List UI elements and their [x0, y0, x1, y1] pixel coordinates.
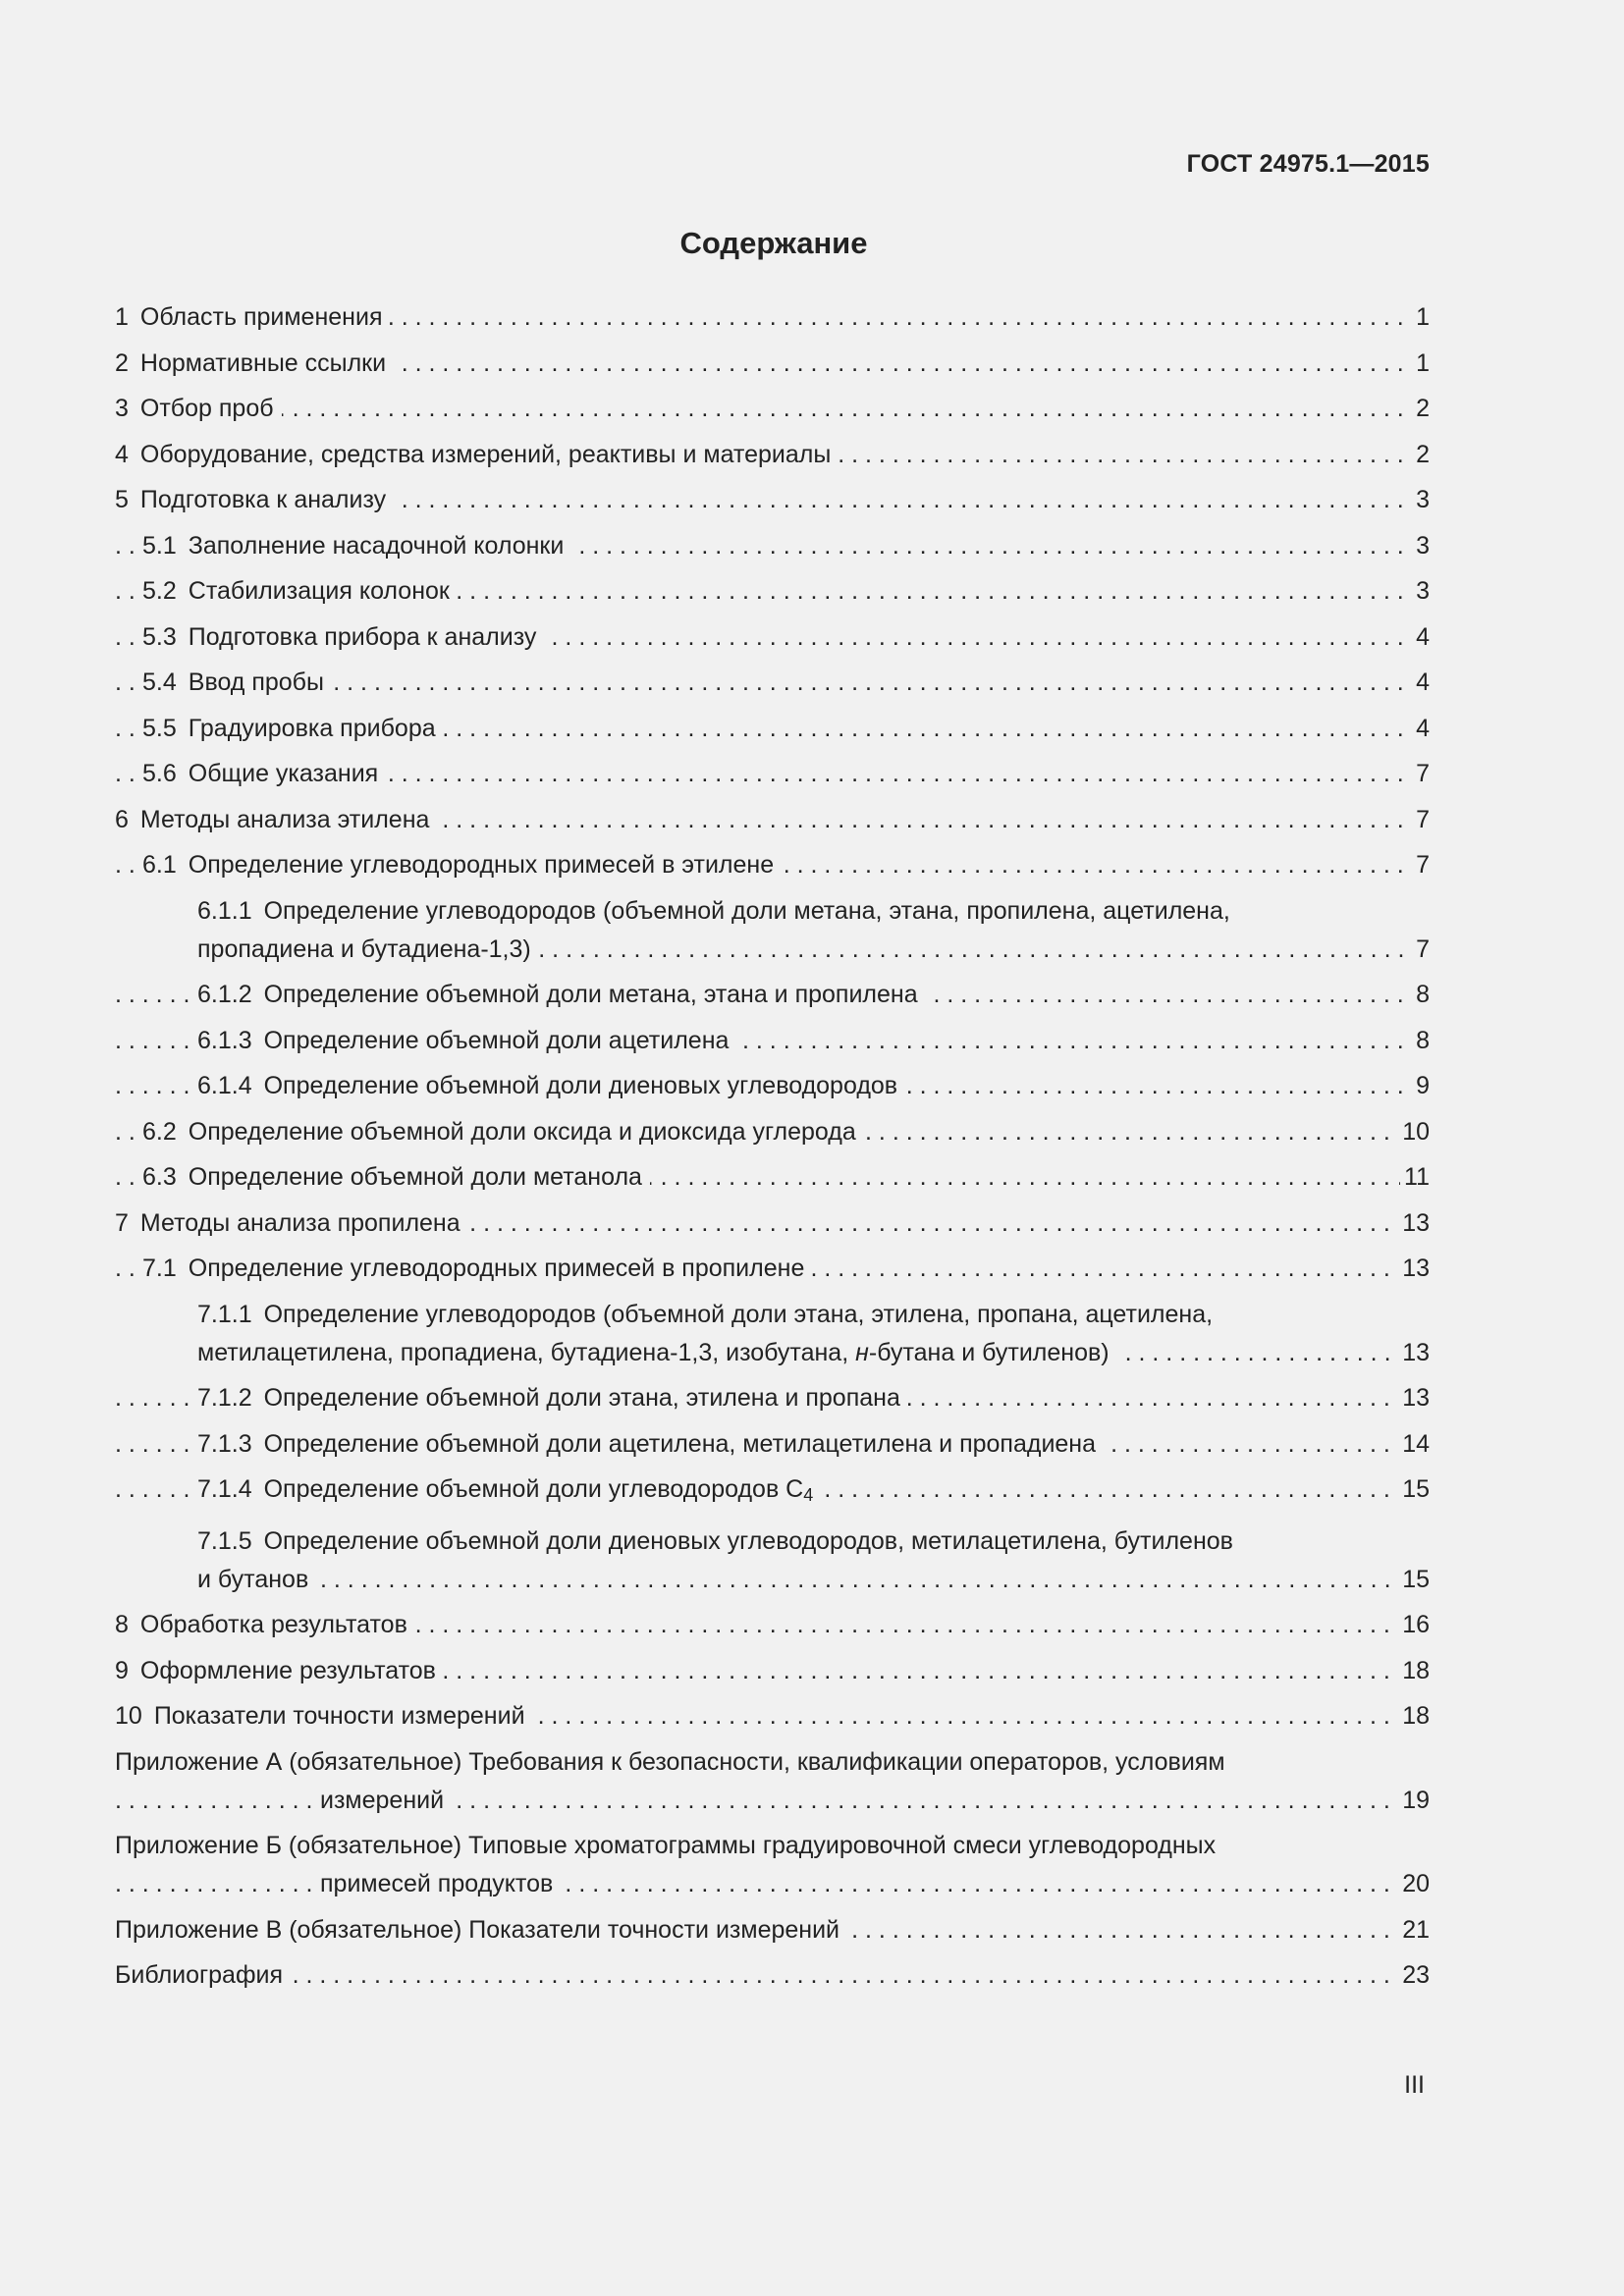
- toc-entry-7-1-2[interactable]: 7.1.2 Определение объемной доли этана, этилена и пропана 13 . . .: [115, 1379, 1430, 1417]
- toc-entry-6-3[interactable]: 6.3 Определение объемной доли метанола 11 . . .: [115, 1158, 1430, 1197]
- toc-entry-6-1[interactable]: 6.1 Определение углеводородных примесей в этилене 7 . . .: [115, 846, 1430, 884]
- toc-entry-7-1-1[interactable]: [115, 1296, 1430, 1372]
- document-code: ГОСТ 24975.1—2015: [1186, 150, 1430, 178]
- page-number: III: [1404, 2071, 1425, 2099]
- toc-entry-7-1-3[interactable]: 7.1.3 Определение объемной доли ацетилена, метилацетилена и пропадиена 14 . . .: [115, 1425, 1430, 1464]
- toc-entry-first-line: 6.1.1 Определение углеводородов (объемной доли метана, этана, пропилена, ацетилена,: [197, 896, 1230, 925]
- toc-entry-6[interactable]: 6 Методы анализа этилена 7 . . .: [115, 801, 1430, 839]
- toc-entry-first-line: Приложение А (обязательное) Требования к безопасности, квалификации операторов, условиям: [115, 1747, 1225, 1776]
- toc-entry-5-4[interactable]: 5.4 Ввод пробы 4 . . .: [115, 664, 1430, 702]
- toc-entry-appendix-a[interactable]: [115, 1743, 1430, 1820]
- toc-entry-7[interactable]: 7 Методы анализа пропилена 13 . . .: [115, 1204, 1430, 1243]
- toc-entry-6-1-1[interactable]: [115, 892, 1430, 969]
- toc-entry-5-5[interactable]: 5.5 Градуировка прибора 4 . . .: [115, 710, 1430, 748]
- toc-entry-continuation: и бутанов 15 . . .: [197, 1561, 1430, 1599]
- toc-entry-1[interactable]: 1 Область применения 1 . . .: [115, 298, 1430, 337]
- toc-entry-5[interactable]: 5 Подготовка к анализу 3 . . .: [115, 481, 1430, 519]
- toc-entry-appendix-b[interactable]: [115, 1827, 1430, 1903]
- toc-entry-10[interactable]: 10 Показатели точности измерений 18 . . .: [115, 1697, 1430, 1735]
- toc-entry-continuation: примесей продуктов 20 . . .: [115, 1865, 1430, 1903]
- toc-entry-appendix-v[interactable]: Приложение В (обязательное) Показатели точности измерений 21 . . .: [115, 1911, 1430, 1949]
- table-of-contents: [115, 298, 1430, 2002]
- toc-entry-first-line: 7.1.1 Определение углеводородов (объемной доли этана, этилена, пропана, ацетилена,: [197, 1300, 1214, 1328]
- toc-entry-8[interactable]: 8 Обработка результатов 16 . . .: [115, 1606, 1430, 1644]
- toc-entry-5-3[interactable]: 5.3 Подготовка прибора к анализу 4 . . .: [115, 618, 1430, 657]
- toc-entry-5-6[interactable]: 5.6 Общие указания 7 . . .: [115, 755, 1430, 793]
- toc-entry-6-1-3[interactable]: 6.1.3 Определение объемной доли ацетилена 8 . . .: [115, 1022, 1430, 1060]
- toc-entry-continuation: пропадиена и бутадиена-1,3) 7 . . .: [197, 931, 1430, 969]
- toc-entry-7-1[interactable]: 7.1 Определение углеводородных примесей в пропилене 13 . . .: [115, 1250, 1430, 1288]
- toc-entry-2[interactable]: 2 Нормативные ссылки 1 . . .: [115, 345, 1430, 383]
- toc-entry-first-line: Приложение Б (обязательное) Типовые хроматограммы градуировочной смеси углеводородных: [115, 1832, 1217, 1859]
- toc-entry-5-1[interactable]: 5.1 Заполнение насадочной колонки 3 . . .: [115, 527, 1430, 565]
- page-title: Содержание: [679, 226, 868, 260]
- toc-entry-9[interactable]: 9 Оформление результатов 18 . . .: [115, 1652, 1430, 1690]
- toc-entry-7-1-4[interactable]: 7.1.4 Определение объемной доли углеводородов $C_4$ 15 . . .: [115, 1470, 1430, 1515]
- toc-entry-5-2[interactable]: 5.2 Стабилизация колонок 3 . . .: [115, 572, 1430, 611]
- toc-entry-continuation: измерений 19 . . .: [115, 1782, 1430, 1820]
- toc-entry-6-1-4[interactable]: 6.1.4 Определение объемной доли диеновых углеводородов 9 . . .: [115, 1067, 1430, 1105]
- toc-entry-6-2[interactable]: 6.2 Определение объемной доли оксида и диоксида углерода 10 . . .: [115, 1113, 1430, 1151]
- toc-entry-3[interactable]: 3 Отбор проб 2 . . .: [115, 390, 1430, 428]
- toc-entry-continuation: метилацетилена, пропадиена, бутадиена-1,3, изобутана, н-бутана и бутиленов) 13 . . .: [197, 1334, 1430, 1372]
- toc-entry-6-1-2[interactable]: 6.1.2 Определение объемной доли метана, этана и пропилена 8 . . .: [115, 976, 1430, 1014]
- toc-entry-4[interactable]: 4 Оборудование, средства измерений, реактивы и материалы 2 . . .: [115, 436, 1430, 474]
- toc-entry-first-line: 7.1.5 Определение объемной доли диеновых углеводородов, метилацетилена, бутиленов: [197, 1526, 1233, 1555]
- toc-entry-7-1-5[interactable]: [115, 1522, 1430, 1599]
- toc-entry-bibliography[interactable]: Библиография 23 . . .: [115, 1956, 1430, 1995]
